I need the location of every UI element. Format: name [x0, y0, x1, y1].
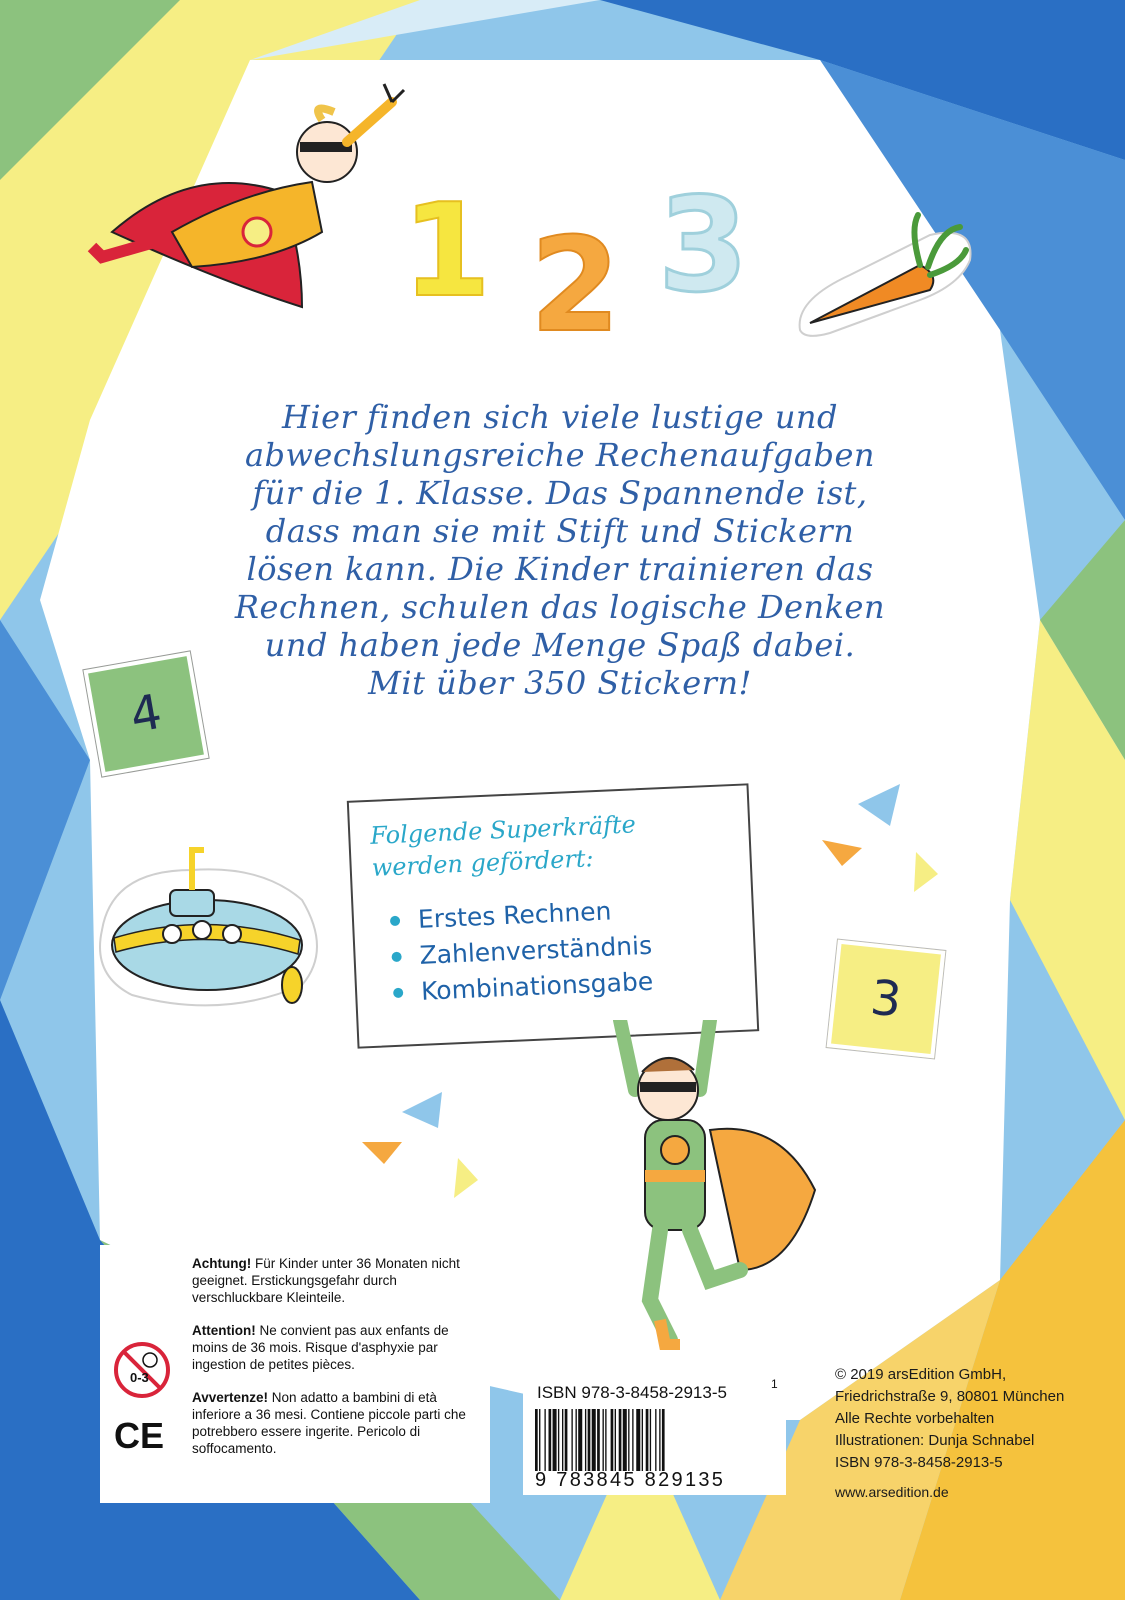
- warning-german: Achtung! Für Kinder unter 36 Monaten nicht geeignet. Erstickungsgefahr durch verschluckbare Kleinteile.: [192, 1256, 460, 1305]
- submarine-sticker: [92, 830, 332, 1015]
- intro-line: werden gefördert:: [371, 844, 595, 882]
- safety-warning-box: [100, 1245, 490, 1503]
- bullet-icon: [391, 952, 401, 962]
- imprint-line: ISBN 978-3-8458-2913-5: [835, 1454, 1003, 1471]
- barcode-isbn-label: ISBN 978-3-8458-2913-5: [537, 1383, 727, 1402]
- number-four-tile: 4: [83, 651, 208, 776]
- superpowers-intro: [370, 804, 732, 884]
- warning-french: Attention! Ne convient pas aux enfants de moins de 36 mois. Risque d'asphyxie par ingestion de petites pièces.: [192, 1323, 449, 1372]
- description-text: [170, 398, 950, 702]
- skill-item: Kombinationsgabe: [420, 964, 654, 1010]
- description-line: abwechslungsreiche Rechenaufgaben: [244, 436, 876, 474]
- bullet-icon: [390, 916, 400, 926]
- bullet-icon: [393, 988, 403, 998]
- skills-list: [417, 892, 654, 1010]
- barcode-block: [523, 1375, 786, 1495]
- warning-label: Achtung!: [192, 1256, 252, 1271]
- skill-item: Zahlenverständnis: [419, 928, 653, 974]
- barcode-icon: [535, 1409, 775, 1471]
- description-line: Mit über 350 Stickern!: [368, 664, 752, 702]
- number-two: 2: [530, 209, 621, 361]
- warning-label: Attention!: [192, 1323, 256, 1338]
- imprint-line: Alle Rechte vorbehalten: [835, 1410, 995, 1427]
- barcode-small-mark: 1: [771, 1377, 778, 1391]
- warning-italian: Avvertenze! Non adatto a bambini di età inferiore a 36 mesi. Contiene piccole parti che potrebbero essere ingerite. Pericolo di soffocamento.: [192, 1390, 466, 1456]
- imprint-line: © 2019 arsEdition GmbH,: [835, 1366, 1007, 1383]
- description-line: Rechnen, schulen das logische Denken: [234, 588, 886, 626]
- ce-mark: CE: [114, 1415, 165, 1456]
- boy-hero-illustration: [590, 1020, 820, 1350]
- description-line: lösen kann. Die Kinder trainieren das: [246, 550, 874, 588]
- publisher-website: www.arsedition.de: [835, 1484, 949, 1500]
- carrot-sticker: [790, 205, 980, 340]
- skill-item: Erstes Rechnen: [417, 892, 651, 938]
- intro-line: Folgende Superkräfte: [369, 810, 637, 850]
- age-warning-icon: [112, 1340, 172, 1400]
- description-line: und haben jede Menge Spaß dabei.: [264, 626, 856, 664]
- age-symbol-label: 0-3: [130, 1370, 149, 1385]
- imprint-line: Friedrichstraße 9, 80801 München: [835, 1388, 1065, 1405]
- barcode-digits: 9 783845 829135: [535, 1469, 726, 1491]
- flying-girl-hero-illustration: [72, 82, 412, 312]
- number-three-tile: 3: [827, 940, 946, 1059]
- number-one: 1: [402, 177, 492, 326]
- description-line: dass man sie mit Stift und Stickern: [265, 512, 855, 550]
- publisher-imprint: [835, 1364, 1115, 1474]
- description-line: für die 1. Klasse. Das Spannende ist,: [252, 474, 868, 512]
- description-line: Hier finden sich viele lustige und: [281, 398, 839, 436]
- number-three: 3: [658, 169, 749, 321]
- superpowers-sign: [347, 783, 759, 1048]
- warning-label: Avvertenze!: [192, 1390, 269, 1405]
- imprint-line: Illustrationen: Dunja Schnabel: [835, 1432, 1035, 1449]
